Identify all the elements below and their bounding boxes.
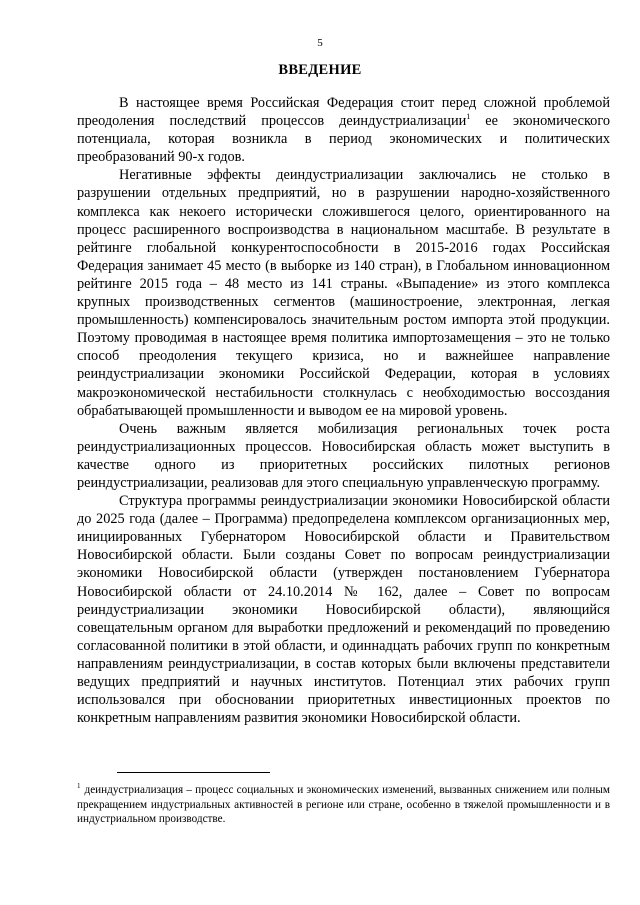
section-heading: ВВЕДЕНИЕ xyxy=(278,62,362,78)
footnote xyxy=(77,783,610,827)
footnote-text: деиндустриализация – процесс социальных и экономических изменений, вызванных снижением или полным прекращением индустриальных активностей в регионе или стране, особенно в тяжелой промышленности и в индустриальном производстве. xyxy=(77,784,610,826)
paragraph-3: Очень важным является мобилизация региональных точек роста реиндустриализационных процессов. Новосибирская область может выступить в качестве одного из приоритетных российских пилотных регионов реиндустриализации, реализовав для этого специальную управленческую программу. xyxy=(77,420,610,491)
page-number: 5 xyxy=(317,37,323,49)
footnote-reference: 1 xyxy=(466,112,471,122)
paragraph-2: Негативные эффекты деиндустриализации заключались не столько в разрушении отдельных предприятий, но в разрушении народно-хозяйственного комплекса как некоего исторически сложившегося целого, ориентированного на процесс расширенного воспроизводства в национальном масштабе. В результате в рейтинге глобальной конкурентоспособности в 2015-2016 годах Российская Федерация занимает 45 место (в выборке из 140 стран), в Глобальном инновационном рейтинге 2015 года – 48 место из 141 страны. «Выпадение» из этого комплекса крупных производственных сегментов (машиностроение, электронная, легкая промышленность) компенсировалось значительным ростом импорта этой продукции. Поэтому проводимая в настоящее время политика импортозамещения – это не только способ преодоления текущего кризиса, но и важнейшее направление реиндустриализации экономики Российской Федерации, которая в условиях макроэкономической нестабильности столкнулась с необходимостью воссоздания обрабатывающей промышленности и выводом ее на мировой уровень. xyxy=(77,167,610,419)
paragraph-1-text: В настоящее время Российская Федерация стоит перед сложной проблемой преодоления последствий процессов деиндустриализации xyxy=(77,95,610,130)
paragraph-1-text-continued: ее экономического потенциала, которая возникла в период экономических и политических преобразований 90-х годов. xyxy=(77,113,610,166)
paragraph-1 xyxy=(77,94,610,166)
footnote-marker: 1 xyxy=(77,782,81,791)
body-text xyxy=(77,94,610,727)
paragraph-4: Структура программы реиндустриализации экономики Новосибирской области до 2025 года (далее – Программа) предопределена комплексом организационных мер, инициированных Губернатором Новосибирской области и Правительством Новосибирской области. Были созданы Совет по вопросам реиндустриализации экономики Новосибирской области (утвержден постановлением Губернатора Новосибирской области от 24.10.2014 № 162, далее – Совет по вопросам реиндустриализации экономики Новосибирской области), являющийся совещательным органом для выработки предложений и рекомендаций по проведению согласованной политики в этой области, и одиннадцать рабочих групп по конкретным направлениям реиндустриализации, в состав которых были включены представители ведущих предприятий и научных институтов. Потенциал этих рабочих групп использовался при обосновании приоритетных инвестиционных проектов по конкретным направлениям развития экономики Новосибирской области. xyxy=(77,493,610,727)
footnote-separator xyxy=(117,772,270,773)
